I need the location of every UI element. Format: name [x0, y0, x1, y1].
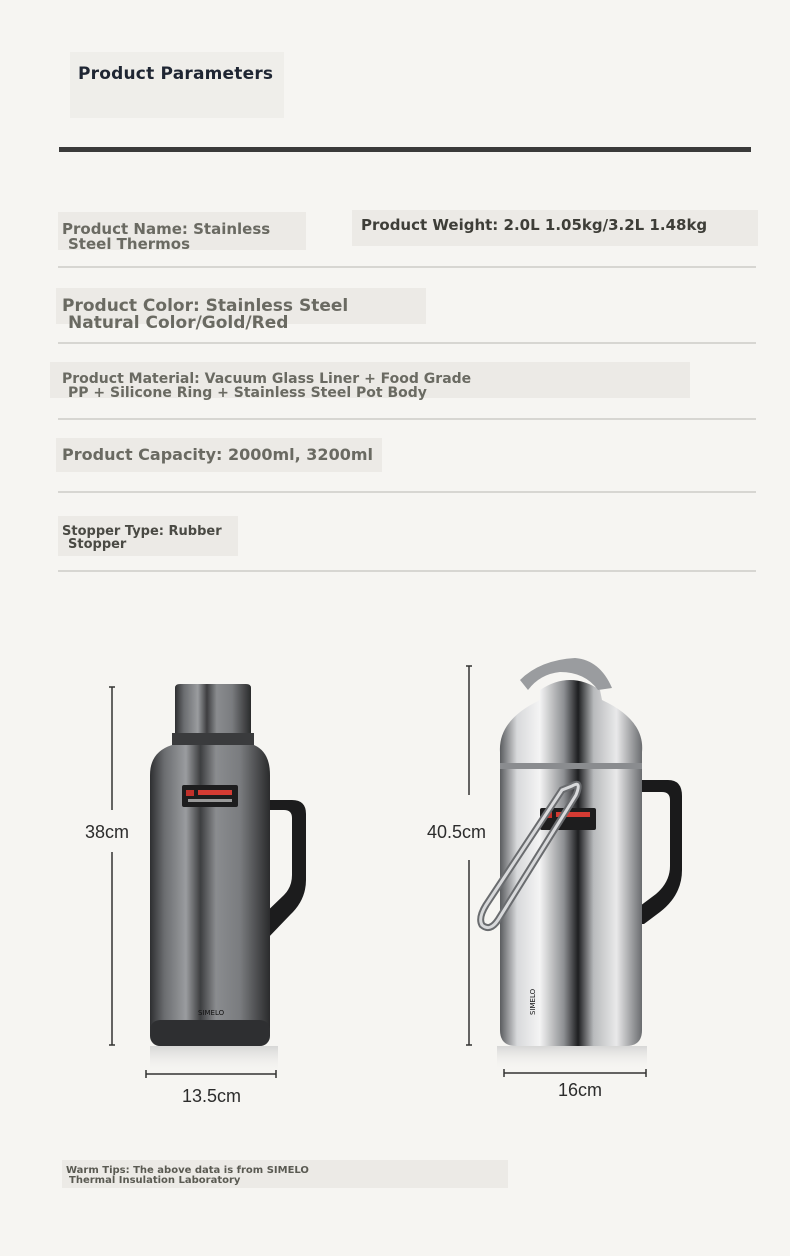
- large-height-dimension: [466, 666, 472, 1045]
- small-width-label: 13.5cm: [182, 1086, 242, 1106]
- warm-tips-line2: Thermal Insulation Laboratory: [69, 1175, 241, 1186]
- small-thermos: [150, 684, 306, 1074]
- param-product-color-line2: Natural Color/Gold/Red: [68, 313, 289, 333]
- param-product-color-line1: Product Color: Stainless Steel: [62, 296, 349, 316]
- param-stopper-type-line1: Stopper Type: Rubber: [62, 524, 222, 539]
- page-title: Product Parameters: [78, 64, 274, 84]
- small-height-dimension: [109, 687, 115, 1045]
- warm-tips-line1: Warm Tips: The above data is from SIMELO: [66, 1165, 309, 1176]
- param-product-name-line2: Steel Thermos: [68, 235, 191, 253]
- large-thermos-brand: SIMELO: [529, 988, 537, 1015]
- large-thermos: [481, 658, 682, 1070]
- param-stopper-type-line2: Stopper: [68, 537, 127, 552]
- large-width-label: 16cm: [558, 1080, 603, 1100]
- small-thermos-brand: SIMELO: [198, 1009, 225, 1017]
- large-height-label: 40.5cm: [427, 822, 487, 842]
- param-product-name-line1: Product Name: Stainless: [62, 220, 271, 238]
- param-product-material-line1: Product Material: Vacuum Glass Liner + Food Grade: [62, 371, 472, 387]
- param-product-capacity-line1: Product Capacity: 2000ml, 3200ml: [62, 445, 373, 464]
- small-height-label: 38cm: [85, 822, 130, 842]
- large-width-dimension: [504, 1069, 646, 1077]
- param-product-material-line2: PP + Silicone Ring + Stainless Steel Pot Body: [68, 385, 427, 401]
- param-product-weight-line1: Product Weight: 2.0L 1.05kg/3.2L 1.48kg: [361, 216, 708, 234]
- warm-tips: [66, 1166, 309, 1186]
